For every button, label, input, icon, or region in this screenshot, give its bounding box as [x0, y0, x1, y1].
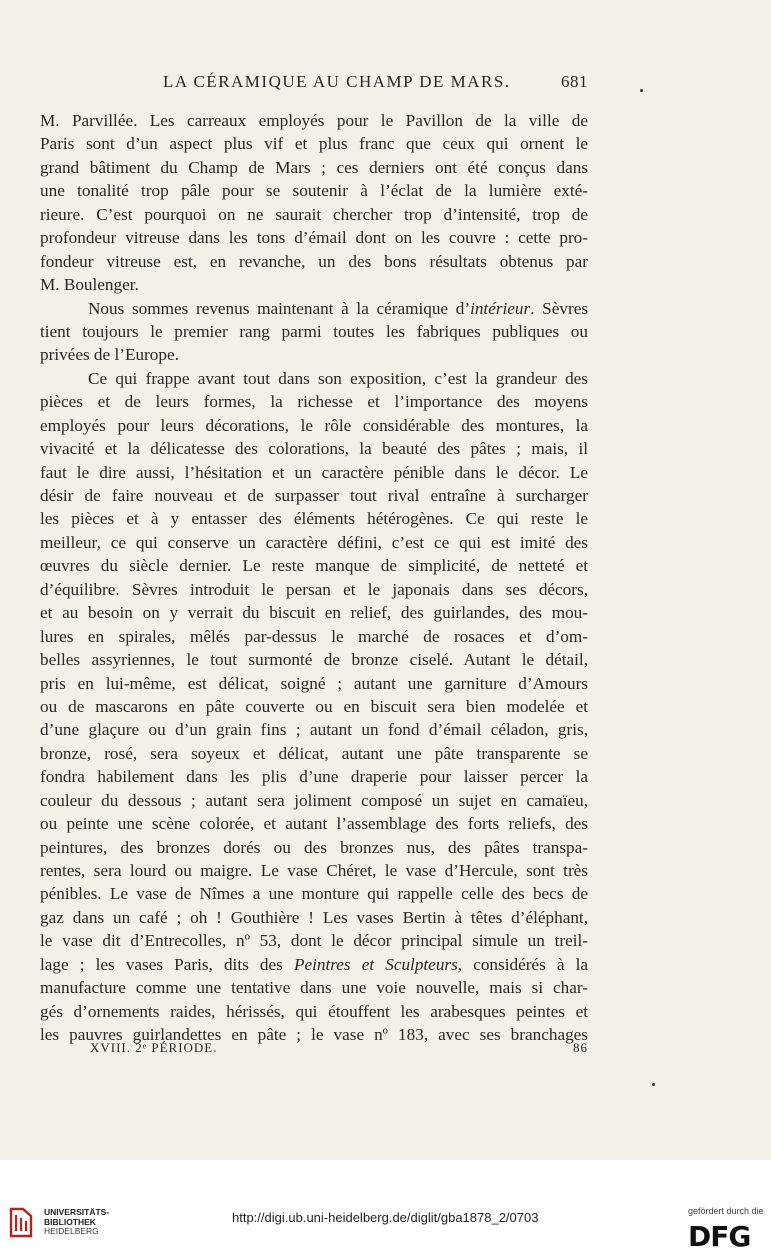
text-line: vivacité et la délicatesse des colorations, la beauté des pâtes ; mais, il [40, 439, 588, 459]
text-line: ou peinte une scène colorée, et autant l’assemblage des forts reliefs, des [40, 814, 588, 834]
text-line: les pièces et à y entasser des éléments hétérogènes. Ce qui reste le [40, 509, 588, 529]
text-line: M. Parvillée. Les carreaux employés pour le Pavillon de la ville de [40, 111, 588, 130]
text-line: gaz dans un café ; oh ! Gouthière ! Les vases Bertin à têtes d’éléphant, [40, 907, 588, 927]
text-line: fondeur vitreuse est, en revanche, un des bons résultats obtenus par [40, 251, 588, 271]
text-line: œuvres du siècle dernier. Le reste manque de simplicité, de netteté et [40, 556, 588, 576]
text-segment: Nous sommes revenus maintenant à la céramique d’ [88, 298, 471, 318]
text-line: profondeur vitreuse dans les tons d’émail dont on les couvre : cette pro- [40, 228, 588, 248]
text-line: Ce qui frappe avant tout dans son exposition, c’est la grandeur des [88, 368, 588, 388]
institution-line: BIBLIOTHEK [44, 1216, 96, 1227]
signature-number: 86 [573, 1040, 588, 1055]
institution-name [44, 1208, 109, 1237]
dfg-logo: DFG [688, 1220, 751, 1253]
text-line: faut le dire aussi, l’hésitation et un caractère pénible dans le décor. Le [40, 462, 588, 482]
page-number: 681 [561, 72, 588, 91]
text-line: meilleur, ce qui conserve un caractère défini, c’est ce qui est imité des [40, 532, 588, 552]
text-line: désir de faire nouveau et de surpasser tout rival entraîne à surcharger [40, 486, 588, 505]
digitization-footer-bar [0, 1160, 771, 1253]
text-line: peintures, des bronzes dorés ou des bronzes nus, des pâtes transpa- [40, 837, 588, 857]
text-line: pièces et de leurs formes, la richesse et l’importance des moyens [40, 392, 588, 412]
paper-speck [652, 1083, 655, 1086]
text-line: d’équilibre. Sèvres introduit le persan et le japonais dans ses décors, [40, 579, 588, 599]
italic-title: Peintres et Sculpteurs [293, 954, 458, 974]
institution-line: HEIDELBERG [44, 1226, 99, 1236]
institution-line: UNIVERSITÄTS- [44, 1207, 110, 1217]
text-line: M. Boulenger. [40, 275, 139, 295]
library-logo-icon [8, 1205, 34, 1239]
signature-mark: XVIII. 2ᵉ PÉRIODE. [90, 1040, 218, 1055]
text-line [40, 953, 588, 976]
body-text [40, 109, 588, 1047]
text-segment: , considérés à la [457, 954, 589, 974]
text-line: tient toujours le premier rang parmi toutes les fabriques publiques ou [40, 321, 588, 341]
text-line [40, 297, 588, 320]
text-line: une tonalité trop pâle pour se soutenir à l’éclat de la lumière exté- [40, 181, 588, 201]
text-line: ou de mascarons en pâte couverte ou en biscuit sera bien modelée et [40, 696, 588, 716]
text-line: gés d’ornements raides, hérissés, qui étouffent les arabesques peintes et [40, 1001, 588, 1021]
text-segment: lage ; les vases Paris, dits des [40, 954, 294, 974]
text-line: Paris sont d’un aspect plus vif et plus franc que ceux qui ornent le [40, 134, 588, 154]
italic-term: intérieur [470, 298, 531, 318]
text-line: couleur du dessous ; autant sera joliment composé un sujet en camaïeu, [40, 790, 588, 810]
text-line: les pauvres guirlandettes en pâte ; le vase nº 183, avec ses branchages [40, 1025, 588, 1045]
text-line: pris en lui-même, est délicat, soigné ; autant une garniture d’Amours [40, 673, 588, 693]
text-line: fondra habilement dans les plis d’une draperie pour laisser percer la [40, 767, 588, 787]
text-line: pénibles. Le vase de Nîmes a une monture qui rappelle celle des becs de [40, 884, 588, 904]
text-line: le vase dit d’Entrecolles, nº 53, dont le décor principal simule un treil- [40, 931, 588, 951]
text-line: rentes, sera lourd ou maigre. Le vase Chéret, le vase d’Hercule, sont très [40, 861, 588, 880]
text-line: lures en spirales, mêlés par-dessus le marché de rosaces et d’om- [40, 626, 588, 646]
text-line: privées de l’Europe. [40, 345, 179, 365]
text-segment: . Sèvres [530, 298, 589, 318]
permalink-url[interactable]: http://digi.ub.uni-heidelberg.de/diglit/gba1878_2/0703 [232, 1210, 539, 1225]
text-line: bronze, rosé, sera soyeux et délicat, autant une pâte transparente se [40, 743, 588, 763]
text-line: rieure. C’est pourquoi on ne saurait chercher trop d’intensité, trop de [40, 204, 588, 224]
sponsor-text: gefördert durch die [688, 1206, 764, 1216]
text-line: d’une glaçure ou d’un grain fins ; autant un fond d’émail céladon, gris, [40, 720, 588, 740]
running-title: LA CÉRAMIQUE AU CHAMP DE MARS. [163, 72, 511, 91]
text-line: manufacture comme une tentative dans une voie nouvelle, mais si char- [40, 978, 588, 998]
text-line: employés pour leurs décorations, le rôle considérable des montures, la [40, 415, 588, 435]
text-line: et au besoin on y verrait du biscuit en relief, des guirlandes, des mou- [40, 603, 588, 623]
text-line: grand bâtiment du Champ de Mars ; ces derniers ont été conçus dans [40, 157, 588, 177]
paper-speck [640, 89, 643, 92]
text-line: belles assyriennes, le tout surmonté de bronze ciselé. Autant le détail, [40, 650, 588, 670]
